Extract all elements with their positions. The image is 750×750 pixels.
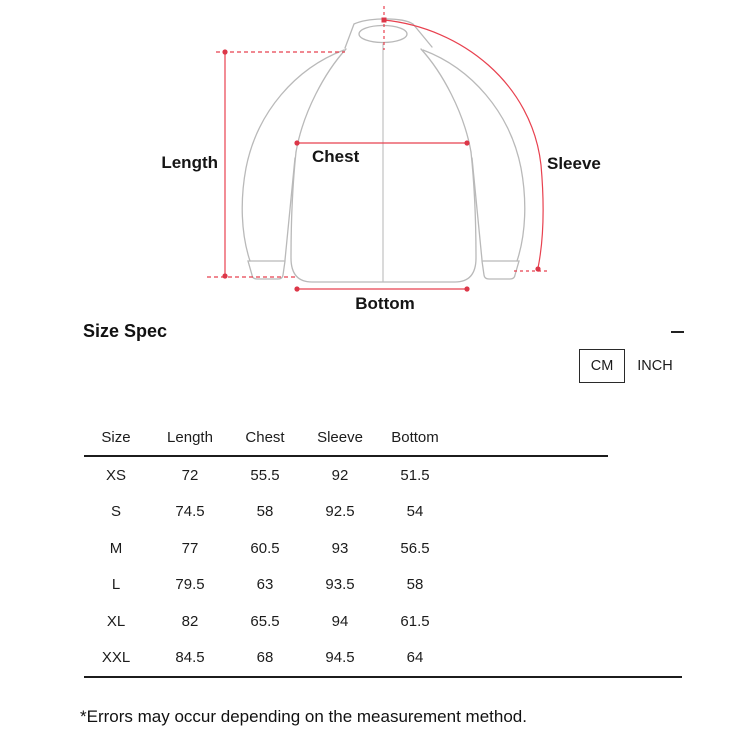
cell-length: 77 <box>181 539 199 557</box>
table-row <box>84 567 682 604</box>
table-row <box>84 603 682 640</box>
minus-icon <box>671 331 684 333</box>
table-row <box>84 457 682 494</box>
unit-inch-label: INCH <box>637 358 673 374</box>
col-header-sleeve: Sleeve <box>317 429 363 446</box>
col-header-bottom: Bottom <box>391 429 439 446</box>
cell-size: XXL <box>101 649 131 667</box>
cell-chest: 60.5 <box>250 539 280 557</box>
cell-bottom: 54 <box>406 503 424 521</box>
cell-bottom: 64 <box>406 649 424 667</box>
page-title: Size Spec <box>83 321 168 341</box>
col-header-chest: Chest <box>245 429 285 446</box>
length-label: Length <box>161 153 218 172</box>
cell-chest: 63 <box>256 576 274 594</box>
cell-sleeve: 93 <box>331 539 349 557</box>
cell-bottom: 51.5 <box>400 466 430 484</box>
collapse-section-button[interactable] <box>664 322 690 342</box>
sleeve-measure-line <box>384 20 543 268</box>
unit-inch-button[interactable] <box>629 349 681 383</box>
bottom-label: Bottom <box>355 294 415 313</box>
cell-length: 79.5 <box>175 576 205 594</box>
cell-chest: 68 <box>256 649 274 667</box>
cell-sleeve: 92 <box>331 466 349 484</box>
cell-size: M <box>109 539 123 557</box>
cell-size: XS <box>105 466 126 484</box>
cell-chest: 55.5 <box>250 466 280 484</box>
measurement-disclaimer: *Errors may occur depending on the measurement method. <box>80 707 527 726</box>
table-row <box>84 530 682 567</box>
cell-bottom: 58 <box>406 576 424 594</box>
table-row <box>84 640 682 677</box>
size-spec-table <box>84 420 682 678</box>
cell-length: 72 <box>181 466 199 484</box>
cell-sleeve: 94 <box>331 612 349 630</box>
cell-sleeve: 93.5 <box>325 576 355 594</box>
cell-length: 74.5 <box>175 503 205 521</box>
col-header-size: Size <box>101 429 131 446</box>
cell-sleeve: 94.5 <box>325 649 355 667</box>
sleeve-label: Sleeve <box>547 154 601 173</box>
unit-cm-label: CM <box>590 358 614 374</box>
cell-bottom: 61.5 <box>400 612 430 630</box>
cell-sleeve: 92.5 <box>325 503 355 521</box>
cell-bottom: 56.5 <box>400 539 430 557</box>
table-header-row <box>84 420 608 457</box>
cell-size: S <box>110 503 121 521</box>
col-header-length: Length <box>167 429 213 446</box>
cell-length: 84.5 <box>175 649 205 667</box>
cell-size: XL <box>106 612 126 630</box>
cell-chest: 65.5 <box>250 612 280 630</box>
cell-chest: 58 <box>256 503 274 521</box>
chest-label: Chest <box>312 147 360 166</box>
cell-length: 82 <box>181 612 199 630</box>
jacket-outline-drawing <box>0 0 750 320</box>
jacket-size-diagram <box>0 0 750 320</box>
unit-cm-button[interactable] <box>579 349 625 383</box>
table-row <box>84 494 682 531</box>
cell-size: L <box>111 576 121 594</box>
